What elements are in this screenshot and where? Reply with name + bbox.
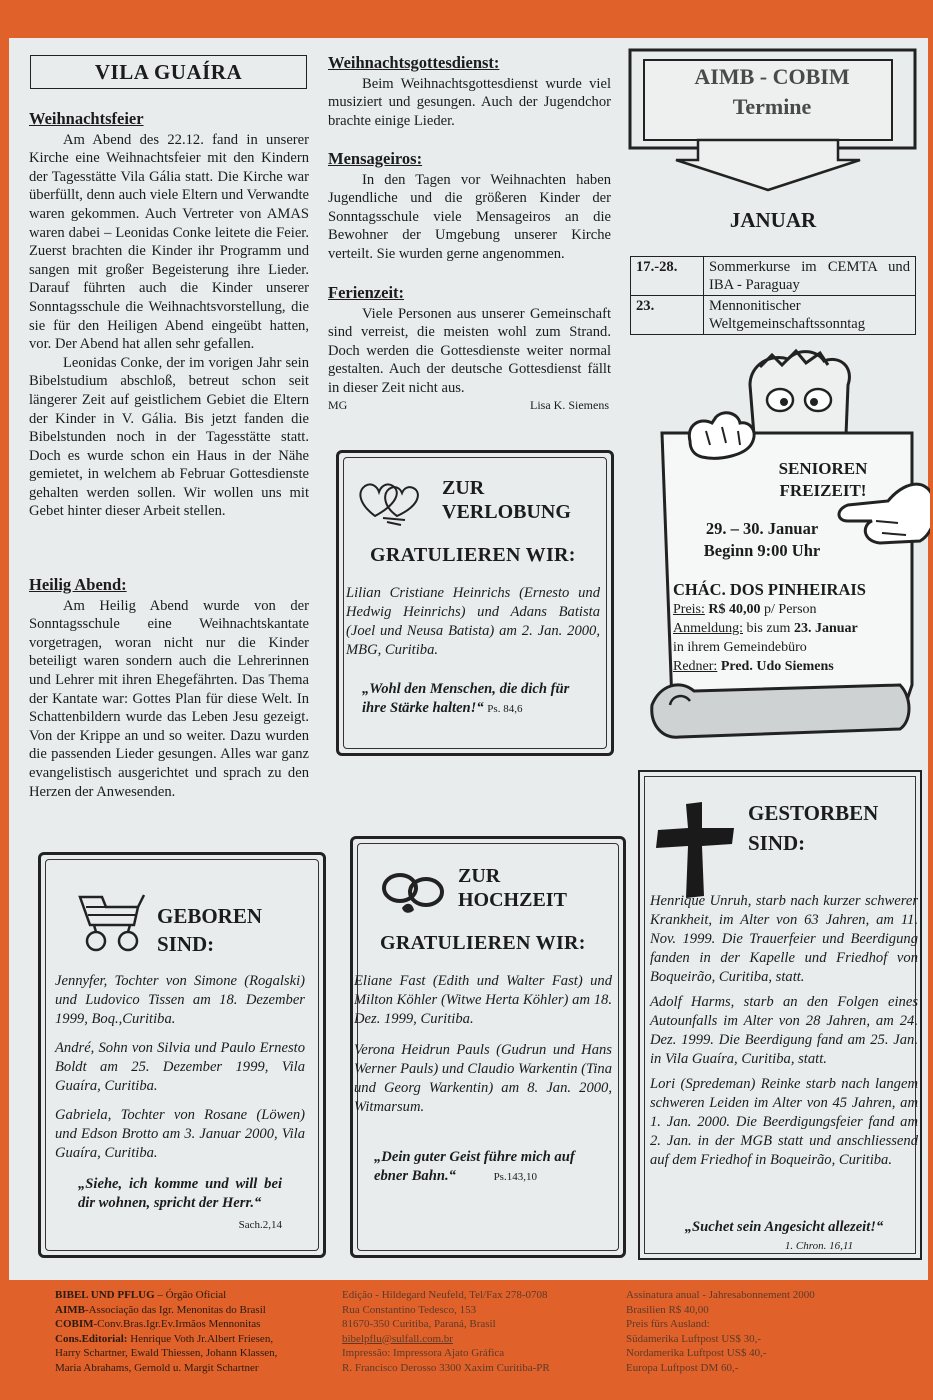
footer-text: Nordamerika Luftpost US$ 40,- — [626, 1347, 767, 1359]
senioren-begin-time: Beginn 9:00 Uhr — [703, 541, 821, 560]
footer-edition — [342, 1288, 612, 1375]
verlobung-quote-ref: Ps. 84,6 — [487, 703, 523, 715]
preis-label: Preis: — [673, 602, 705, 617]
verlobung-gratulieren: GRATULIEREN WIR: — [370, 544, 576, 566]
gestorben-heading-line1: GESTORBEN — [748, 801, 879, 825]
hochzeit-entry: Verona Heidrun Pauls (Gudrun und Hans Werner Pauls) und Claudio Warkentin (Tina und Georg Warkentin) am 8. Jan. 2000, Witmarsum. — [354, 1042, 612, 1115]
redner-value: Pred. Udo Siemens — [720, 659, 834, 674]
gestorben-quote-ref: 1. Chron. 16,11 — [784, 1240, 854, 1252]
geboren-entry: André, Sohn von Silvia und Paulo Ernesto Boldt am 25. Dezember 1999, Vila Guaíra, Curitiba. — [55, 1040, 305, 1094]
senioren-heading — [768, 458, 878, 502]
hochzeit-quote — [374, 1148, 592, 1187]
gottesdienst-heading: Weihnachtsgottesdienst: — [328, 53, 500, 72]
ferienzeit-heading: Ferienzeit: — [328, 283, 405, 302]
gestorben-entries — [650, 892, 918, 1170]
section-title-box: VILA GUAÍRA — [30, 55, 307, 89]
geboren-quote-ref: Sach.2,14 — [238, 1219, 282, 1231]
footer-title: BIBEL UND PFLUG — [55, 1289, 155, 1301]
gottesdienst-article — [328, 54, 611, 130]
weihnachtsfeier-article — [29, 110, 309, 521]
footer-text: Assinatura anual - Jahresabonnement 2000 — [626, 1289, 815, 1301]
table-row — [631, 296, 916, 335]
senioren-place: CHÁC. DOS PINHEIRAIS — [673, 580, 866, 599]
footer-org: COBIM — [55, 1318, 94, 1330]
footer-text: Brasilien R$ 40,00 — [626, 1303, 709, 1316]
footer-text: Impressão: Impressora Ajato Gráfica — [342, 1347, 505, 1359]
senioren-details — [673, 580, 893, 676]
verlobung-quote-text: „Wohl den Menschen, die dich für ihre Stärke halten!“ — [362, 681, 570, 716]
senioren-anmeldung — [673, 619, 893, 638]
footer-text: Maria Abrahams, Gernold u. Margit Schartner — [55, 1361, 259, 1374]
footer-text: -Conv.Bras.Igr.Ev.Irmãos Mennonitas — [93, 1318, 261, 1330]
anmeldung-label: Anmeldung: — [673, 621, 743, 636]
footer-text: Henrique Voth Jr.Albert Friesen, — [127, 1332, 274, 1345]
geboren-heading-line2: SIND: — [157, 932, 215, 956]
footer-subscription — [626, 1288, 916, 1375]
gestorben-quote — [650, 1218, 918, 1256]
hochzeit-quote-ref: Ps.143,10 — [493, 1171, 537, 1183]
geboren-heading-line1: GEBOREN — [157, 904, 263, 928]
termine-title-line2: Termine — [732, 94, 812, 119]
geboren-heading — [157, 902, 262, 958]
hochzeit-entry: Eliane Fast (Edith und Walter Fast) und Milton Köhler (Witwe Herta Köhler) am 18. Dez. 1999, Curitiba. — [354, 973, 612, 1027]
redner-label: Redner: — [673, 659, 718, 674]
footer-text: Europa Luftpost DM 60,- — [626, 1361, 739, 1374]
mensageiros-heading: Mensageiros: — [328, 149, 423, 168]
verlobung-heading-line1: ZUR — [442, 477, 485, 499]
termine-text: Mennonitischer Weltgemeinschaftssonntag — [704, 296, 916, 335]
footer-text: Harry Schartner, Ewald Thiessen, Johann Klassen, — [55, 1347, 278, 1359]
senioren-dates — [682, 518, 842, 562]
verlobung-heading — [442, 476, 571, 524]
geboren-entry: Jennyfer, Tochter von Simone (Rogalski) und Ludovico Tissen am 18. Dezember 1999, Boq.,Curitiba. — [55, 973, 305, 1027]
hochzeit-quote-text: „Dein guter Geist führe mich auf ebner Bahn.“ — [374, 1149, 575, 1184]
gestorben-entry: Henrique Unruh, starb nach kurzer schwerer Krankheit, im Alter von 63 Jahren, am 11. Nov. 1999. Die Trauerfeier und Beerdigung fanden in der Kapelle und Friedhof von Boqueirão, Curitiba, statt. — [650, 893, 918, 985]
anmeldung-date: 23. Januar — [793, 621, 858, 636]
gottesdienst-paragraph: Beim Weihnachtsgottesdienst wurde viel musiziert und gesungen. Auch der Jugendchor brachte einige Lieder. — [328, 75, 611, 129]
verlobung-quote — [362, 680, 592, 719]
hochzeit-heading-line1: ZUR — [458, 865, 501, 887]
footer-email: bibelpflu@sulfall.com.br — [342, 1332, 453, 1345]
footer-publisher — [55, 1288, 325, 1375]
heilig-abend-article — [29, 576, 309, 801]
mensageiros-paragraph: In den Tagen vor Weihnachten haben Jugendliche und die größeren Kinder der Sonntagsschule viele Mensageiros an die Bewohner der Umgebung unserer Kirche verteilt. Sie wurden gerne angenommen. — [328, 171, 611, 262]
gestorben-heading — [748, 798, 878, 858]
verlobung-heading-line2: VERLOBUNG — [442, 501, 571, 523]
hochzeit-heading — [458, 864, 567, 912]
anmeldung-text: bis zum — [746, 621, 791, 636]
senioren-date-range: 29. – 30. Januar — [705, 519, 819, 538]
termine-title-line1: AIMB - COBIM — [694, 64, 850, 89]
footer-org: AIMB — [55, 1303, 85, 1316]
hearts-icon — [355, 472, 435, 532]
geboren-entry: Gabriela, Tochter von Rosane (Löwen) und Edson Brotto am 3. Januar 2000, Vila Guaíra, Curitiba. — [55, 1107, 305, 1161]
termine-title — [648, 62, 896, 122]
ferienzeit-paragraph: Viele Personen aus unserer Gemeinschaft sind verreist, die meisten wohl zum Strand. Doch werden die Gottesdienste weiter normal gestalten. Auch der deutsche Gottesdienst fällt in dieser Zeit nicht aus. — [328, 305, 611, 396]
termine-text: Sommerkurse im CEMTA und IBA - Paraguay — [704, 257, 916, 296]
footer-text: Südamerika Luftpost US$ 30,- — [626, 1332, 762, 1345]
footer-text: Rua Constantino Tedesco, 153 — [342, 1303, 477, 1316]
cross-icon — [654, 800, 738, 900]
preis-rest: p/ Person — [764, 602, 817, 617]
termine-date: 17.-28. — [631, 257, 704, 296]
gestorben-quote-text: „Suchet sein Angesicht allezeit!“ — [684, 1219, 884, 1235]
senioren-redner — [673, 657, 893, 676]
geboren-quote-text: „Siehe, ich komme und will bei dir wohnen, spricht der Herr.“ — [78, 1176, 282, 1211]
author-name: Lisa K. Siemens — [530, 397, 609, 412]
footer-label: Cons.Editorial: — [55, 1332, 128, 1345]
gestorben-entry: Lori (Spredeman) Reinke starb nach langem schweren Leiden im Alter von 45 Jahren, am 1. Jan. 2000. Die Beerdigungsfeier fand am 2. Jan. in der MGB statt und anschliessend auf dem Friedhof in Boqueirão, Curitiba. — [650, 1076, 918, 1168]
termine-table — [630, 256, 916, 335]
wedding-rings-icon — [372, 860, 452, 920]
weihnachtsfeier-paragraph-2: Leonidas Conke, der im vorigen Jahr sein Bibelstudium abschloß, betreut schon seit längerer Zeit auf geistlichem Gebiet die Eltern der Kinder in V. Gália. Bis jetzt fanden die Bibelstunden noch in der Tagesstätte statt. Doch es wurde schon ein Haus in der Nähe gemietet, in welchem ab Februar Gottesdienste gehalten werden sollen. Wir wollen uns mit Gebet hinter dieser Arbeit stellen. — [29, 354, 309, 520]
geboren-entries — [55, 972, 305, 1163]
anmeldung-rest: in ihrem Gemeindebüro — [673, 640, 807, 655]
heilig-abend-heading: Heilig Abend: — [29, 575, 127, 594]
gestorben-heading-line2: SIND: — [748, 831, 806, 855]
termine-month: JANUAR — [729, 208, 817, 232]
ferienzeit-article — [328, 284, 611, 412]
termine-date: 23. — [631, 296, 704, 335]
preis-value: R$ 40,00 — [708, 602, 761, 617]
senioren-heading-line2: FREIZEIT! — [779, 481, 867, 500]
footer-text: Preis fürs Ausland: — [626, 1318, 710, 1330]
footer-text: 81670-350 Curitiba, Paraná, Brasil — [342, 1318, 496, 1330]
footer-text: – Órgão Oficial — [154, 1289, 227, 1301]
author-initials: MG — [328, 397, 348, 412]
verlobung-entry: Lilian Cristiane Heinrichs (Ernesto und Hedwig Heinrichs) und Adans Batista (Joel und Neusa Batista) am 2. Jan. 2000, MBG, Curitiba. — [346, 585, 600, 658]
baby-carriage-icon — [72, 885, 152, 957]
footer-text: Edição - Hildegard Neufeld, Tel/Fax 278-0708 — [342, 1289, 548, 1301]
hochzeit-entries — [354, 972, 612, 1117]
gestorben-entry: Adolf Harms, starb an den Folgen eines Autounfalls im Alter von 28 Jahren, am 24. Dez. 1999. Die Beerdigung fand am 25. Jan. in Vila Guaíra, Curitiba, statt. — [650, 994, 918, 1067]
footer-text: -Associação das Igr. Menonitas do Brasil — [84, 1303, 266, 1316]
weihnachtsfeier-paragraph-1: Am Abend des 22.12. fand in unserer Kirche eine Weihnachtsfeier mit den Kindern der Tagesstätte Vila Gália statt. Die Kirche war überfüllt, denn auch viele Eltern und Verwandte waren gekommen. Auch Vertreter von AMAS waren dabei – Leonidas Conke leitete die Feier. Zuerst brachten die Kinder ihr Programm und sangen mit großer Begeisterung ihre Lieder. Darauf führten auch die Kinder unserer Sonntagsschule die Weihnachtsvorstellung, die sie für den Heiligen Abend eingeübt hatten, vor. Der Abend hat allen sehr gefallen. — [29, 131, 309, 353]
senioren-heading-line1: SENIOREN — [778, 459, 868, 478]
senioren-preis — [673, 600, 893, 619]
footer-text: R. Francisco Derosso 3300 Xaxim Curitiba-PR — [342, 1361, 550, 1374]
table-row — [631, 257, 916, 296]
hochzeit-gratulieren: GRATULIEREN WIR: — [380, 932, 586, 954]
weihnachtsfeier-heading: Weihnachtsfeier — [29, 109, 144, 128]
hochzeit-heading-line2: HOCHZEIT — [458, 889, 567, 911]
geboren-quote — [78, 1175, 282, 1235]
mensageiros-article — [328, 150, 611, 264]
heilig-abend-paragraph: Am Heilig Abend wurde von der Sonntagsschule eine Weihnachtskantate vorgetragen, woran nicht nur die Kinder beteiligt waren sondern auch die Lehrerinnen und Lehrer mit ihren Ehegefährten. Das Thema der Kantate war: Gottes Plan für diese Welt. In Schattenbildern wurde das Leben Jesu gezeigt. Von der Krippe an und so weiter. Dazu wurden die passenden Lieder gesungen. Alles war ganz evangelistisch ausgerichtet und sprach zu den Herzen der Anwesenden. — [29, 597, 309, 800]
